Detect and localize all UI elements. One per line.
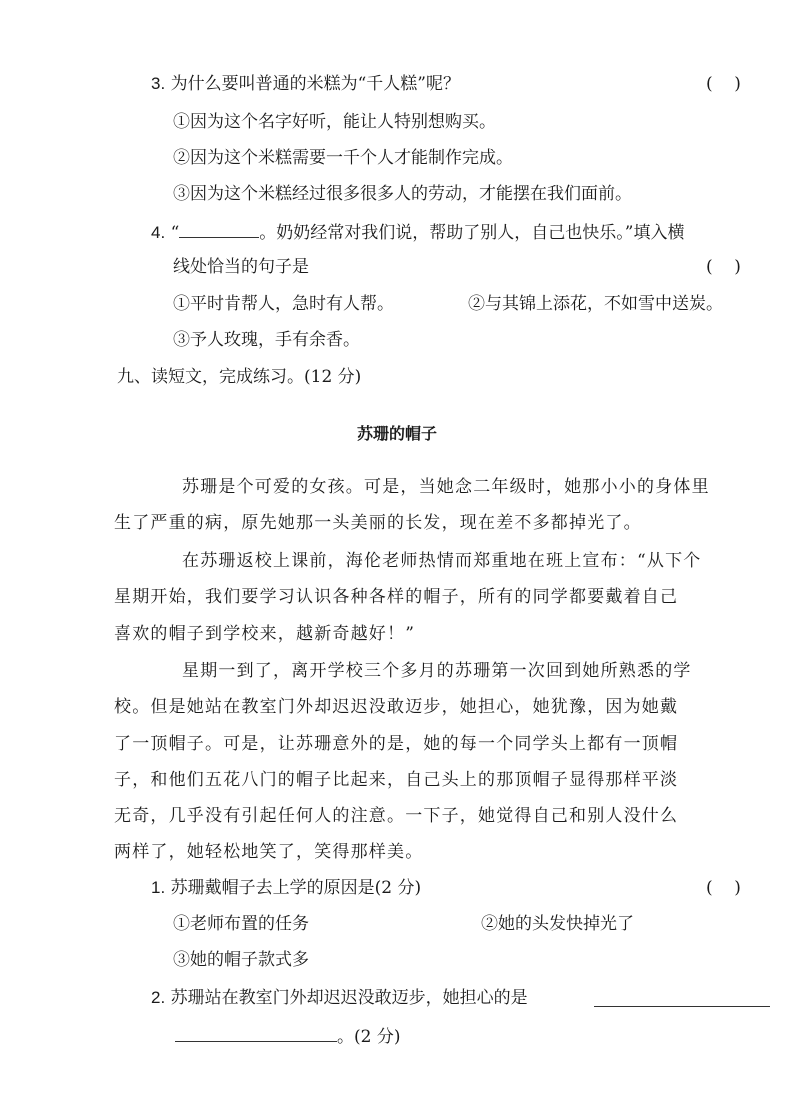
option[interactable]: ③予人玫瑰，手有余香。 (173, 330, 360, 350)
question-number: 3. (151, 74, 166, 93)
option[interactable]: ③因为这个米糕经过很多很多人的劳动，才能摆在我们面前。 (173, 184, 632, 204)
question-stem: 为什么要叫普通的米糕为“千人糕”呢？ (170, 74, 460, 94)
answer-parentheses[interactable]: ( ) (706, 257, 741, 277)
option[interactable]: ②她的头发快掉光了 (481, 914, 634, 934)
passage-paragraph-3 (114, 653, 772, 871)
passage-line: 生了严重的病，原先她那一头美丽的长发，现在差不多都掉光了。 (114, 513, 642, 534)
option[interactable]: ②与其锦上添花，不如雪中送炭。 (468, 294, 723, 314)
answer-line[interactable] (175, 1023, 337, 1042)
passage-line: 苏珊是个可爱的女孩。可是，当她念二年级时，她那小小的身体里 (182, 477, 710, 497)
passage-line: 子，和他们五花八门的帽子比起来，自己头上的那顶帽子显得那样平淡 (114, 769, 679, 790)
passage-line: 喜欢的帽子到学校来，越新奇越好！” (114, 623, 416, 644)
question-stem: 苏珊戴帽子去上学的原因是(2 分) (170, 878, 422, 898)
section-heading: 九、读短文，完成练习。(12 分) (117, 367, 362, 387)
option[interactable]: ③她的帽子款式多 (173, 950, 309, 970)
passage-question-1 (151, 876, 421, 900)
passage-line: 无奇，几乎没有引起任何人的注意。一下子，她觉得自己和别人没什么 (114, 806, 679, 827)
score-note: 。(2 分) (337, 1027, 401, 1047)
passage-line: 了一顶帽子。可是，让苏珊意外的是，她的每一个同学头上都有一顶帽 (114, 733, 679, 754)
passage-line: 校。但是她站在教室门外却迟迟没敢迈步，她担心，她犹豫，因为她戴 (114, 697, 679, 718)
answer-line-continued (175, 1023, 400, 1049)
passage-paragraph-1 (114, 469, 772, 542)
question-number: 2. (151, 988, 166, 1007)
question-stem: 。奶奶经常对我们说，帮助了别人，自己也快乐。”填入横 (259, 223, 685, 243)
passage-question-2 (151, 986, 528, 1010)
passage-title: 苏珊的帽子 (356, 424, 437, 443)
answer-parentheses[interactable]: ( ) (706, 74, 741, 94)
passage-line: 星期一到了，离开学校三个多月的苏珊第一次回到她所熟悉的学 (182, 661, 692, 681)
passage-paragraph-2 (114, 543, 772, 652)
option[interactable]: ①老师布置的任务 (173, 914, 309, 934)
passage-line: 在苏珊返校上课前，海伦老师热情而郑重地在班上宣布：“从下个 (182, 551, 702, 571)
answer-line[interactable] (594, 1006, 770, 1007)
question-number: 1. (151, 878, 166, 897)
answer-parentheses[interactable]: ( ) (706, 878, 741, 898)
fill-in-blank[interactable] (179, 219, 259, 238)
passage-line: 星期开始，我们要学习认识各种各样的帽子，所有的同学都要戴着自己 (114, 587, 679, 608)
passage-line: 两样了，她轻松地笑了，笑得那样美。 (114, 842, 424, 863)
option[interactable]: ①因为这个名字好听，能让人特别想购买。 (173, 112, 496, 132)
question-3 (151, 72, 460, 96)
question-stem: 苏珊站在教室门外却迟迟没敢迈步，她担心的是 (170, 988, 528, 1008)
open-quote: “ (170, 223, 180, 243)
option[interactable]: ①平时肯帮人，急时有人帮。 (173, 294, 394, 314)
question-4 (151, 219, 685, 245)
question-number: 4. (151, 223, 166, 242)
question-stem-line2: 线处恰当的句子是 (173, 257, 309, 277)
option[interactable]: ②因为这个米糕需要一千个人才能制作完成。 (173, 148, 513, 168)
